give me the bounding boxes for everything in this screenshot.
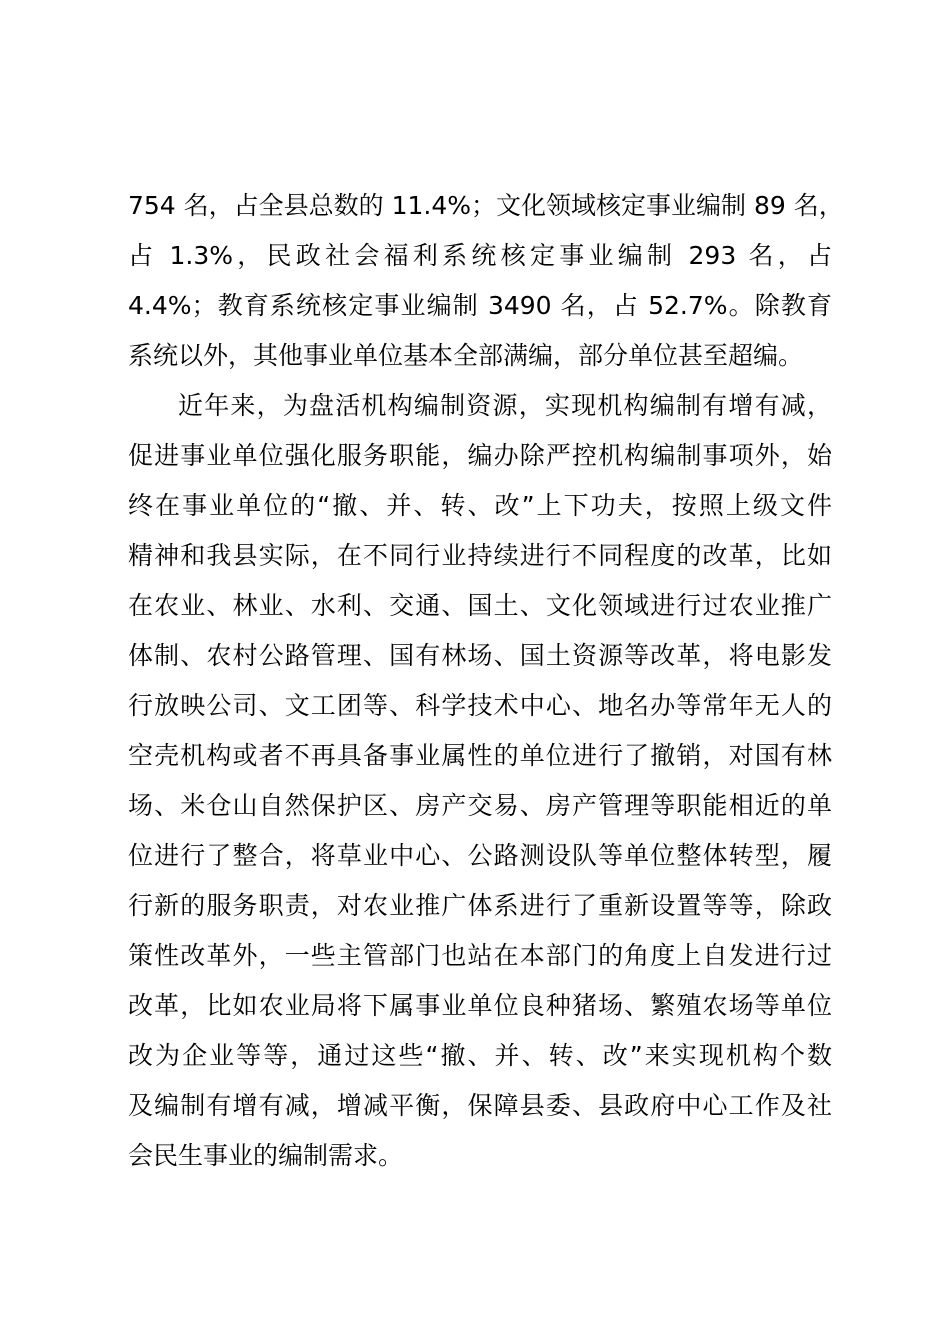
text-line: 近年来，为盘活机构编制资源，实现机构编制有增有减， [178,391,832,420]
text-line: 促进事业单位强化服务职能，编办除严控机构编制事项外，始 [128,441,832,470]
text-line: 位进行了整合，将草业中心、公路测设队等单位整体转型，履 [128,841,832,870]
text-line: 及编制有增有减，增减平衡，保障县委、县政府中心工作及社 [128,1091,832,1120]
text-line: 终在事业单位的“撤、并、转、改”上下功夫，按照上级文件 [128,491,832,520]
text-line: 策性改革外，一些主管部门也站在本部门的角度上自发进行过 [128,941,832,970]
text-line: 精神和我县实际，在不同行业持续进行不同程度的改革，比如 [128,541,832,570]
text-line: 占 1.3%，民政社会福利系统核定事业编制 293 名，占 [128,241,832,270]
text-line: 场、米仓山自然保护区、房产交易、房产管理等职能相近的单 [128,791,832,820]
text-line: 空壳机构或者不再具备事业属性的单位进行了撤销，对国有林 [128,741,832,770]
text-line: 754 名，占全县总数的 11.4%；文化领域核定事业编制 89 名， [128,191,844,220]
text-line: 会民生事业的编制需求。 [128,1141,404,1170]
text-line: 改为企业等等，通过这些“撤、并、转、改”来实现机构个数 [128,1041,832,1070]
text-line: 4.4%；教育系统核定事业编制 3490 名，占 52.7%。除教育 [128,291,832,320]
body-text [128,181,844,1181]
text-line: 在农业、林业、水利、交通、国土、文化领域进行过农业推广 [128,591,832,620]
text-line: 改革，比如农业局将下属事业单位良种猪场、繁殖农场等单位 [128,991,832,1020]
text-line: 行新的服务职责，对农业推广体系进行了重新设置等等，除政 [128,891,832,920]
text-line: 体制、农村公路管理、国有林场、国土资源等改革，将电影发 [128,641,832,670]
text-line: 系统以外，其他事业单位基本全部满编，部分单位甚至超编。 [128,341,804,370]
text-line: 行放映公司、文工团等、科学技术中心、地名办等常年无人的 [128,691,832,720]
